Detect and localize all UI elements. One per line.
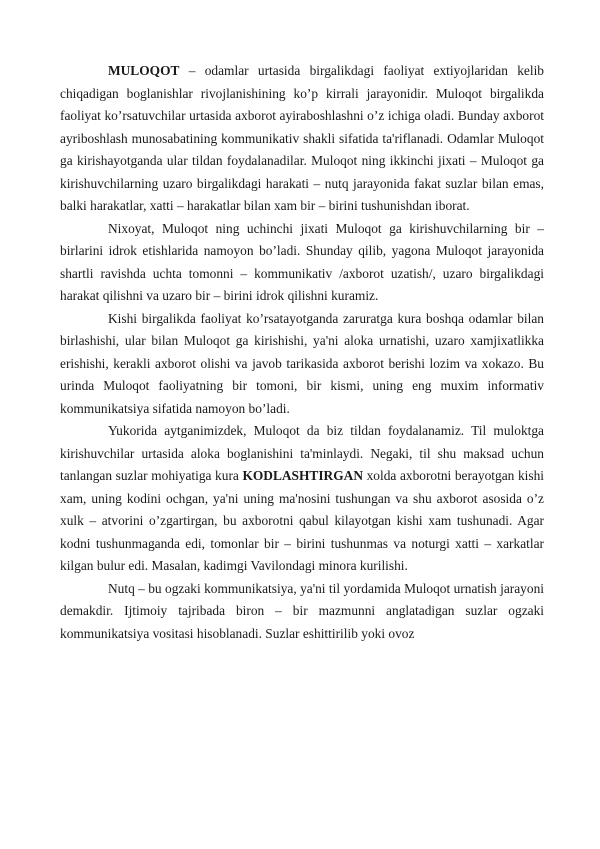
paragraph-text: Yukorida aytganimizdek, Muloqot da biz tildan foydalanamiz. Til muloktga kirishuvchilar urtasida aloka boglanishini ta'minlaydi. Negaki, til shu maksad uchun tanlangan suzlar mohiyatiga kura [60, 423, 544, 483]
paragraph-speech [60, 578, 544, 646]
paragraph-text: Kishi birgalikda faoliyat ko’rsatayotganda zaruratga kura boshqa odamlar bilan birlashishi, ular bilan Muloqot ga kirishishi, ya'ni aloka urnatishi, uzaro xamjixatlikka erishishi, kerakli axborot olishi va javob tarikasida axborot berishi lozim va xokazo. Bu urinda Muloqot faoliyatning bir tomoni, bir kismi, uning eng muxim informativ kommunikatsiya sifatida namoyon bo’ladi. [60, 310, 544, 416]
term-muloqot: MULOQOT [108, 63, 180, 78]
paragraph-text: – odamlar urtasida birgalikdagi faoliyat extiyojlaridan kelib chiqadigan boglanishlar rivojlanishining ko’p kirrali jarayonidir. Muloqot birgalikda faoliyat ko’rsatuvchilar urtasida axborot ayiraboshlashni o’z ichiga oladi. Bunday axborot ayriboshlash munosabatining kommunikativ shakli sifatida ta'riflanadi. Odamlar Muloqot ga kirishayotganda ular tildan foydalanadilar. Muloqot ning ikkinchi jixati – Muloqot ga kirishuvchilarning uzaro birgalikdagi harakati – nutq jarayonida fakat suzlar bilan emas, balki harakatlar, xatti – harakatlar bilan xam bir – birini tushunishdan iborat. [60, 63, 544, 213]
term-kodlashtirgan: KODLASHTIRGAN [242, 468, 363, 483]
paragraph-text: xolda axborotni berayotgan kishi xam, uning kodini ochgan, ya'ni uning ma'nosini tushungan va shu axborot asosida o’z xulk – atvorini o’zgartirgan, bu axborotni qabul kilayotgan kishi xam tushunadi. Agar kodni tushunmaganda edi, tomonlar bir – birini tushunmas va noturgi xatti – xarkatlar kilgan bulur edi. Masalan, kadimgi Vavilondagi minora kurilishi. [60, 468, 544, 573]
paragraph-text: Nixoyat, Muloqot ning uchinchi jixati Muloqot ga kirishuvchilarning bir – birlarini idrok etishlarida namoyon bo’ladi. Shunday qilib, yagona Muloqot jarayonida shartli ravishda uchta tomonni – kommunikativ /axborot uzatish/, uzaro birgalikdagi harakat qilishni va uzaro bir – birini idrok qilishni kuramiz. [60, 220, 544, 303]
paragraph-joint-activity [60, 308, 544, 421]
paragraph-third-aspect [60, 218, 544, 308]
document-page [60, 60, 544, 645]
paragraph-text: Nutq – bu ogzaki kommunikatsiya, ya'ni til yordamida Muloqot urnatish jarayoni demakdir. Ijtimoiy tajribada biron – bir mazmunni anglatadigan suzlar ogzaki kommunikatsiya vositasi hisoblanadi. Suzlar eshittirilib yoki ovoz [60, 580, 544, 641]
paragraph-muloqot-definition [60, 60, 544, 218]
paragraph-language-coding [60, 420, 544, 578]
